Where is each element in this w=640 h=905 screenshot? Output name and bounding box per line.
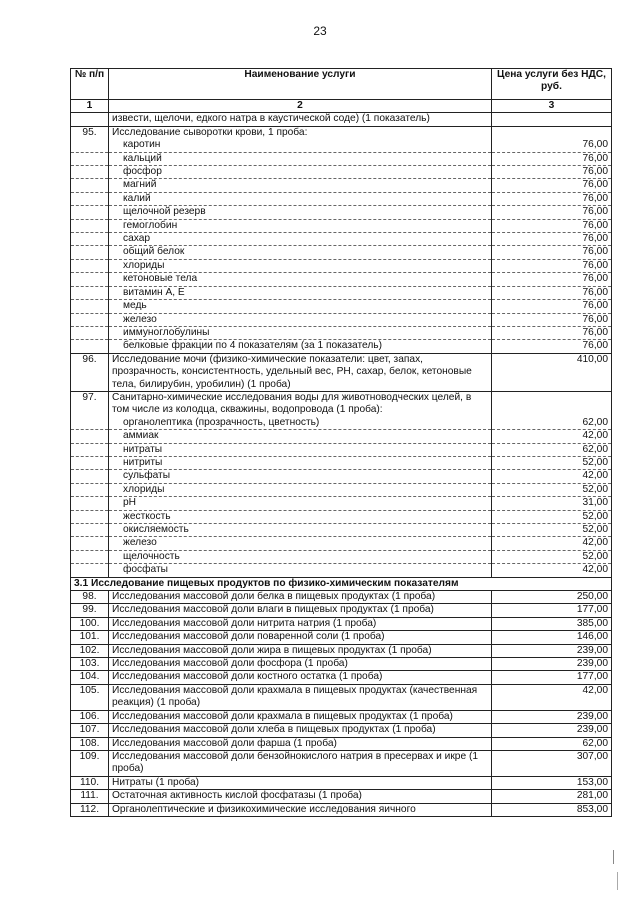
service-name: Остаточная активность кислой фосфатазы (1 проба) (109, 790, 492, 803)
service-name: сульфаты (109, 470, 492, 483)
row-number: 110. (71, 776, 109, 789)
row-number (71, 179, 109, 192)
sub-item-row (71, 313, 612, 326)
sub-item-row (71, 259, 612, 272)
row-number (71, 524, 109, 537)
table-body (71, 113, 612, 817)
price-value: 76,00 (492, 152, 612, 165)
service-name: хлориды (109, 259, 492, 272)
table-row (71, 113, 612, 126)
row-number (71, 286, 109, 299)
table-row (71, 617, 612, 630)
row-number: 99. (71, 604, 109, 617)
price-value: 42,00 (492, 684, 612, 710)
table-row (71, 353, 612, 391)
price-value: 853,00 (492, 803, 612, 816)
price-value: 62,00 (492, 737, 612, 750)
row-number: 100. (71, 617, 109, 630)
row-number (71, 537, 109, 550)
row-number (71, 510, 109, 523)
table-row (71, 604, 612, 617)
price-value: 52,00 (492, 456, 612, 469)
sub-item-row (71, 192, 612, 205)
price-value (492, 126, 612, 139)
sub-item-row (71, 300, 612, 313)
service-name: рН (109, 497, 492, 510)
table-row (71, 750, 612, 776)
table-row (71, 644, 612, 657)
row-number (71, 470, 109, 483)
price-value: 250,00 (492, 591, 612, 604)
sub-item-row (71, 286, 612, 299)
sub-item-row (71, 564, 612, 577)
price-value: 239,00 (492, 724, 612, 737)
row-number (71, 152, 109, 165)
sub-item-row (71, 206, 612, 219)
service-name: железо (109, 313, 492, 326)
header-price: Цена услуги без НДС, руб. (492, 69, 612, 100)
sub-item-row (71, 179, 612, 192)
price-value: 76,00 (492, 246, 612, 259)
price-value: 76,00 (492, 273, 612, 286)
row-number: 107. (71, 724, 109, 737)
row-number (71, 113, 109, 126)
price-value: 281,00 (492, 790, 612, 803)
service-name: Исследования массовой доли фосфора (1 проба) (109, 658, 492, 671)
service-name: кетоновые тела (109, 273, 492, 286)
table-row (71, 710, 612, 723)
price-value: 42,00 (492, 537, 612, 550)
service-name: Исследования массовой доли крахмала в пищевых продуктах (качественная реакция) (1 проба) (109, 684, 492, 710)
service-name: фосфор (109, 166, 492, 179)
price-value: 153,00 (492, 776, 612, 789)
price-value: 76,00 (492, 206, 612, 219)
price-value: 76,00 (492, 286, 612, 299)
sub-item-row (71, 497, 612, 510)
service-name: нитраты (109, 443, 492, 456)
table-row (71, 671, 612, 684)
service-name: общий белок (109, 246, 492, 259)
price-list-table (70, 68, 612, 817)
price-value: 239,00 (492, 710, 612, 723)
row-number (71, 483, 109, 496)
service-name: Исследование сыворотки крови, 1 проба: (109, 126, 492, 139)
sub-item-row (71, 246, 612, 259)
sub-item-row (71, 456, 612, 469)
sub-item-row (71, 470, 612, 483)
row-number (71, 219, 109, 232)
row-number (71, 139, 109, 152)
service-name: Исследования массовой доли жира в пищевых продуктах (1 проба) (109, 644, 492, 657)
table-row (71, 803, 612, 816)
column-index-1: 1 (71, 100, 109, 113)
row-number: 102. (71, 644, 109, 657)
service-name: Органолептические и физикохимические исследования яичного (109, 803, 492, 816)
service-name: Исследования массовой доли фарша (1 проба) (109, 737, 492, 750)
price-value: 52,00 (492, 510, 612, 523)
service-name: калий (109, 192, 492, 205)
service-name: Исследования массовой доли костного остатка (1 проба) (109, 671, 492, 684)
sub-item-row (71, 139, 612, 152)
price-value (492, 113, 612, 126)
row-number (71, 206, 109, 219)
price-value: 42,00 (492, 470, 612, 483)
price-value: 76,00 (492, 233, 612, 246)
service-name: Исследования массовой доли хлеба в пищевых продуктах (1 проба) (109, 724, 492, 737)
margin-mark (617, 872, 620, 890)
row-number (71, 192, 109, 205)
service-name: окисляемость (109, 524, 492, 537)
table-row (71, 737, 612, 750)
sub-item-row (71, 483, 612, 496)
service-name: аммиак (109, 430, 492, 443)
service-name: кальций (109, 152, 492, 165)
service-name: щелочной резерв (109, 206, 492, 219)
table-row (71, 658, 612, 671)
section-title: 3.1 Исследование пищевых продуктов по физико-химическим показателям (71, 577, 612, 590)
price-value: 76,00 (492, 179, 612, 192)
service-name: сахар (109, 233, 492, 246)
row-number: 98. (71, 591, 109, 604)
service-name: фосфаты (109, 564, 492, 577)
service-name: Санитарно-химические исследования воды для животноводческих целей, в том числе из колодца, скважины, водопровода (1 проба): (109, 391, 492, 416)
row-number: 97. (71, 391, 109, 416)
service-name: белковые фракции по 4 показателям (за 1 показатель) (109, 340, 492, 353)
price-value: 76,00 (492, 192, 612, 205)
service-name: медь (109, 300, 492, 313)
sub-item-row (71, 537, 612, 550)
sub-item-row (71, 510, 612, 523)
price-value: 410,00 (492, 353, 612, 391)
section-row (71, 577, 612, 590)
sub-item-row (71, 550, 612, 563)
table-row (71, 724, 612, 737)
row-number (71, 497, 109, 510)
sub-item-row (71, 326, 612, 339)
price-value: 52,00 (492, 524, 612, 537)
row-number (71, 443, 109, 456)
sub-item-row (71, 152, 612, 165)
row-number (71, 233, 109, 246)
row-number: 95. (71, 126, 109, 139)
row-number: 96. (71, 353, 109, 391)
service-name: витамин А, Е (109, 286, 492, 299)
service-name: нитриты (109, 456, 492, 469)
price-value: 385,00 (492, 617, 612, 630)
service-name: Исследования массовой доли влаги в пищевых продуктах (1 проба) (109, 604, 492, 617)
header-number: № п/п (71, 69, 109, 100)
service-name: Исследования массовой доли бензойнокислого натрия в пресервах и икре (1 проба) (109, 750, 492, 776)
row-number: 101. (71, 631, 109, 644)
service-name: Исследования массовой доли белка в пищевых продуктах (1 проба) (109, 591, 492, 604)
table-row (71, 631, 612, 644)
table-row (71, 776, 612, 789)
row-number (71, 456, 109, 469)
row-number: 106. (71, 710, 109, 723)
service-name: Исследования массовой доли крахмала в пищевых продуктах (1 проба) (109, 710, 492, 723)
table-row (71, 391, 612, 416)
service-name: Исследования массовой доли поваренной соли (1 проба) (109, 631, 492, 644)
price-value: 76,00 (492, 313, 612, 326)
header-service-name: Наименование услуги (109, 69, 492, 100)
row-number (71, 166, 109, 179)
service-name: Исследования массовой доли нитрита натрия (1 проба) (109, 617, 492, 630)
price-value: 76,00 (492, 300, 612, 313)
price-value: 52,00 (492, 483, 612, 496)
price-value: 76,00 (492, 259, 612, 272)
row-number (71, 326, 109, 339)
service-name: органолептика (прозрачность, цветность) (109, 417, 492, 430)
price-value: 62,00 (492, 417, 612, 430)
sub-item-row (71, 443, 612, 456)
service-name: гемоглобин (109, 219, 492, 232)
table-header-row (71, 69, 612, 100)
service-name: магний (109, 179, 492, 192)
row-number: 104. (71, 671, 109, 684)
sub-item-row (71, 340, 612, 353)
price-value: 307,00 (492, 750, 612, 776)
row-number (71, 417, 109, 430)
table-row (71, 126, 612, 139)
row-number (71, 564, 109, 577)
row-number (71, 430, 109, 443)
sub-item-row (71, 233, 612, 246)
table-row (71, 684, 612, 710)
row-number: 109. (71, 750, 109, 776)
service-name: каротин (109, 139, 492, 152)
row-number (71, 300, 109, 313)
service-name: Исследование мочи (физико-химические показатели: цвет, запах, прозрачность, консистентность, удельный вес, РН, сахар, белок, кетоновые тела, билирубин, уробилин) (1 проба) (109, 353, 492, 391)
price-value: 62,00 (492, 443, 612, 456)
row-number (71, 259, 109, 272)
price-value: 76,00 (492, 219, 612, 232)
sub-item-row (71, 417, 612, 430)
sub-item-row (71, 166, 612, 179)
sub-item-row (71, 430, 612, 443)
row-number: 103. (71, 658, 109, 671)
row-number: 108. (71, 737, 109, 750)
service-name: щелочность (109, 550, 492, 563)
price-value: 76,00 (492, 326, 612, 339)
column-index-3: 3 (492, 100, 612, 113)
row-number (71, 313, 109, 326)
row-number (71, 273, 109, 286)
price-value: 42,00 (492, 430, 612, 443)
price-value: 31,00 (492, 497, 612, 510)
price-value: 177,00 (492, 604, 612, 617)
price-value: 52,00 (492, 550, 612, 563)
row-number (71, 246, 109, 259)
service-name: хлориды (109, 483, 492, 496)
page-number: 23 (313, 24, 327, 38)
price-value: 239,00 (492, 644, 612, 657)
sub-item-row (71, 219, 612, 232)
price-value: 177,00 (492, 671, 612, 684)
price-value: 146,00 (492, 631, 612, 644)
row-number: 105. (71, 684, 109, 710)
column-index-2: 2 (109, 100, 492, 113)
sub-item-row (71, 273, 612, 286)
service-name: Нитраты (1 проба) (109, 776, 492, 789)
service-name: железо (109, 537, 492, 550)
row-number: 111. (71, 790, 109, 803)
service-name: извести, щелочи, едкого натра в каустической соде) (1 показатель) (109, 113, 492, 126)
row-number (71, 550, 109, 563)
service-name: жесткость (109, 510, 492, 523)
table-row (71, 591, 612, 604)
price-value: 239,00 (492, 658, 612, 671)
row-number: 112. (71, 803, 109, 816)
price-value: 42,00 (492, 564, 612, 577)
price-value: 76,00 (492, 166, 612, 179)
service-name: иммуноглобулины (109, 326, 492, 339)
price-value (492, 391, 612, 416)
table-row (71, 790, 612, 803)
column-number-row (71, 100, 612, 113)
margin-mark (613, 850, 616, 864)
price-value: 76,00 (492, 139, 612, 152)
price-value: 76,00 (492, 340, 612, 353)
sub-item-row (71, 524, 612, 537)
row-number (71, 340, 109, 353)
